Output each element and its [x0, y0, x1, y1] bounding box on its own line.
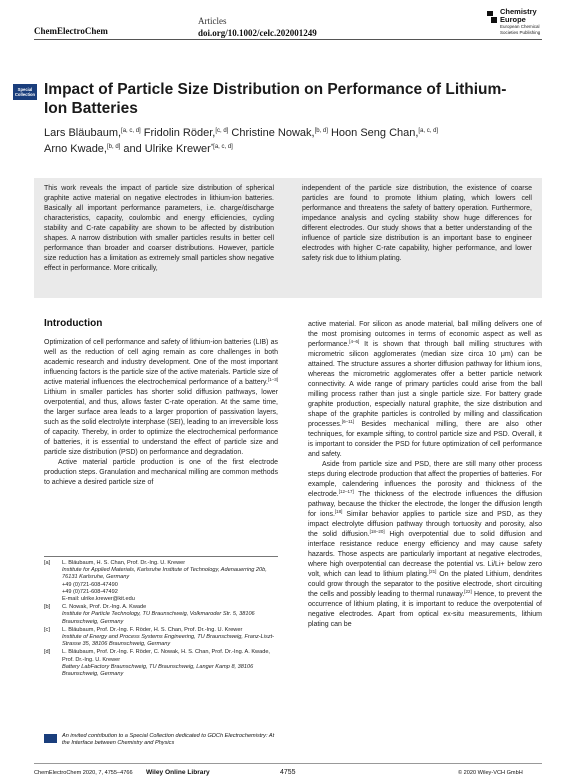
body-right-column [308, 320, 542, 758]
reference[interactable]: [18] [334, 509, 343, 514]
reference[interactable]: [22] [464, 589, 472, 594]
reference[interactable]: [18–20] [369, 529, 385, 534]
abstract-left-column: This work reveals the impact of particle size distribution of spherical graphite active material on negative electrodes in lithium-ion batteries. Basically all important performance parameters, i.e. charge/discharge characteristics, capacity, coulombic and energy efficiencies, cycling stability and C-rate capability are shown to be affected by distribution shapes. A narrow distribution with smaller particles results in better cell performance than broader and coarser distributions. However, particle size reduction has a limitation as extremely small particles show negative effect in performance. More critically, [44, 185, 274, 272]
reference[interactable]: [12–17] [338, 489, 354, 494]
footer-divider [34, 763, 542, 764]
author[interactable]: Fridolin Röder,[c, d] [143, 127, 229, 139]
section-label: Articles [198, 16, 227, 26]
abstract-right-column: independent of the particle size distribution, the existence of coarse particles are found to promote lithium plating, which lowers cell performance and threatens the safety of battery operation. Furthermore, impedance analysis and cycling stability show huge differences for different electrodes. Our study shows that a better understanding of the influence of particle size distribution is an important base to engineer electrodes with higher C-rate capability, higher performance, and lower safety risk due to lithium plating. [302, 185, 532, 262]
author[interactable]: and Ulrike Krewer$^{*[a, c, d]}$ [123, 143, 233, 155]
footer-citation: ChemElectroChem 2020, 7, 4755–4766 [34, 770, 133, 776]
article-title: Impact of Particle Size Distribution on Performance of Lithium-Ion Batteries [44, 81, 507, 117]
special-collection-badge [13, 84, 37, 100]
publisher-sub-line-1: European Chemical [500, 24, 540, 29]
doi-link[interactable]: doi.org/10.1002/celc.202001249 [198, 28, 317, 38]
publisher-name-line-1: Chemistry [500, 7, 537, 16]
page-number: 4755 [280, 769, 296, 776]
badge-line-1: Special [17, 87, 33, 92]
paragraph: Aside from particle size and PSD, there are still many other process steps during electrode production that affect the properties of batteries. For example, calendering influences the porosity and thickness of the electrode.[12–17] The thickness of the electrode influences the diffusion pathway, because the thicker the electrode, the longer the diffusion length for ions.[18] Similar behavior applies to particle size and PSD, as they impact electrolyte diffusion pathway through tortuosity and porosity, also the solid diffusion.[18–20] High overpotential due to solid diffusion and interface resistance reduce energy efficiency and may cause safety hazards. Those aspects are particularly important at negative electrodes, where high overpotential can decrease the potential vs. Li/Li+ below zero volt, which can lead to lithium plating.[21] On the plated Lithium, dendrites could grow through the separator to the positive electrode, short circuiting the cells and possibly leading to thermal runaway.[22] Hence, to prevent the occurrence of lithium plating, it is important to reduce the overpotential of negative electrodes. Apart from optical ex-situ measurements, lithium plating can be [308, 461, 542, 628]
author-email[interactable]: E-mail: ulrike.krewer@kit.edu [62, 596, 135, 603]
footnote-divider [44, 556, 278, 557]
footnote-a: [a] L. Bläubaum, H. S. Chan, Prof. Dr.-Ing. U. Krewer Institute for Applied Materials, Karlsruhe Institute of Technology, Adenauerring 20b, 76131 Karlsruhe, Germany +49 (0)721-608-47490 +49 (0)721-608-47492 E-mail: ulrike.krewer@kit.edu [44, 560, 278, 603]
section-heading: Introduction [44, 318, 103, 329]
author-list [44, 125, 544, 157]
abstract-box [34, 178, 542, 298]
copyright: © 2020 Wiley-VCH GmbH [458, 770, 523, 776]
paragraph: Active material particle production is one of the first electrode production steps. Granulation and mechanical milling are common methods to achieve a desired particle size of [44, 459, 278, 486]
body-left-column [44, 338, 278, 552]
paragraph: Optimization of cell performance and safety of lithium-ion batteries (LIB) as well as the reduction of cell aging remain as core challenges in both academic research and industry development. One of the most important influencing factors is the particle size of the active materials. Particle size of active material influences the electrochemical performance of a battery.[1–3] Lithium in smaller particles has shorter solid diffusion pathways, lower overpotential, and thus, allows faster C-rate operation. At the same time, the larger surface area leads to a larger proportion of passivation layers, such as the solid electrolyte interphase (SEI), leading to an irreversible loss of capacity. Thereby, in order to optimize the electrochemical performance of batteries, it is essential to understand the effect of particle size and particle size distribution (PSD) on performance and degradation. [44, 339, 278, 456]
journal-name: ChemElectroChem [34, 26, 108, 36]
wiley-online-library-link[interactable]: Wiley Online Library [146, 769, 210, 776]
affiliation-footnotes [44, 560, 278, 679]
reference[interactable]: [21] [428, 569, 437, 574]
header-divider [34, 39, 542, 40]
reference[interactable]: [1–3] [267, 377, 278, 382]
reference[interactable]: [6–11] [341, 419, 355, 424]
footnote-b: [b] C. Nowak, Prof. Dr.-Ing. A. Kwade Institute for Particle Technology, TU Braunschweig, Volkmaroder Str. 5, 38106 Braunschweig, Germany [44, 604, 255, 625]
author[interactable]: Lars Bläubaum,[a, c, d] [44, 127, 141, 139]
publisher-sub-line-2: Societies Publishing [500, 29, 541, 35]
author[interactable]: Christine Nowak,[b, d] [231, 127, 328, 139]
publisher-logo-icon [486, 10, 498, 24]
collection-note: An invited contribution to a Special Collection dedicated to GDCh Electrochemistry: At the Interface between Chemistry and Physics [62, 733, 275, 747]
publisher-logo [500, 8, 540, 35]
badge-line-2: Collection [14, 92, 36, 97]
publisher-name-line-2: Europe [500, 15, 526, 24]
footnote-c: [c] L. Bläubaum, Prof. Dr.-Ing. F. Röder, H. S. Chan, Prof. Dr.-Ing. U. Krewer Institute of Energy and Process Systems Engineering, TU Braunschweig, Franz-Liszt-Strasse 35, 38106 Braunschweig, Germany [44, 626, 275, 648]
author[interactable]: Arno Kwade,[b, d] [44, 143, 121, 155]
reference[interactable]: [4–6] [349, 339, 360, 344]
footnote-d: [d] L. Bläubaum, Prof. Dr.-Ing. F. Röder, C. Nowak, H. S. Chan, Prof. Dr.-Ing. A. Kwade, Prof. Dr.-Ing. U. Krewer Battery LabFactory Braunschweig, TU Braunschweig, Langer Kamp 8, 38106 Braunschweig, Germany [44, 649, 270, 678]
paragraph: active material. For silicon as anode material, ball milling delivers one of the most promising outcomes in terms of economic aspect as well as performance.[4–6] It is shown that through ball milling structures with micrometric silicon agglomerates (median size circa 10 μm) can be attained. The structure assures a shorter diffusion pathway for lithium ions, whereas the micrometric agglomerates offer a better particle network connectivity. A wide range of primary particles could arise from the ball milling process rather than just a single particle size. For battery grade graphite production, especially natural graphite, the size distribution and shape of the graphite particles is controlled by milling and classification processes.[6–11] Besides mechanical milling, there are also other techniques, for example sifting, to control particle size and PSD. Overall, it is important to consider the PSD for future optimization of cell performance and safety. [308, 321, 542, 458]
author[interactable]: Hoon Seng Chan,[a, c, d] [330, 127, 439, 139]
